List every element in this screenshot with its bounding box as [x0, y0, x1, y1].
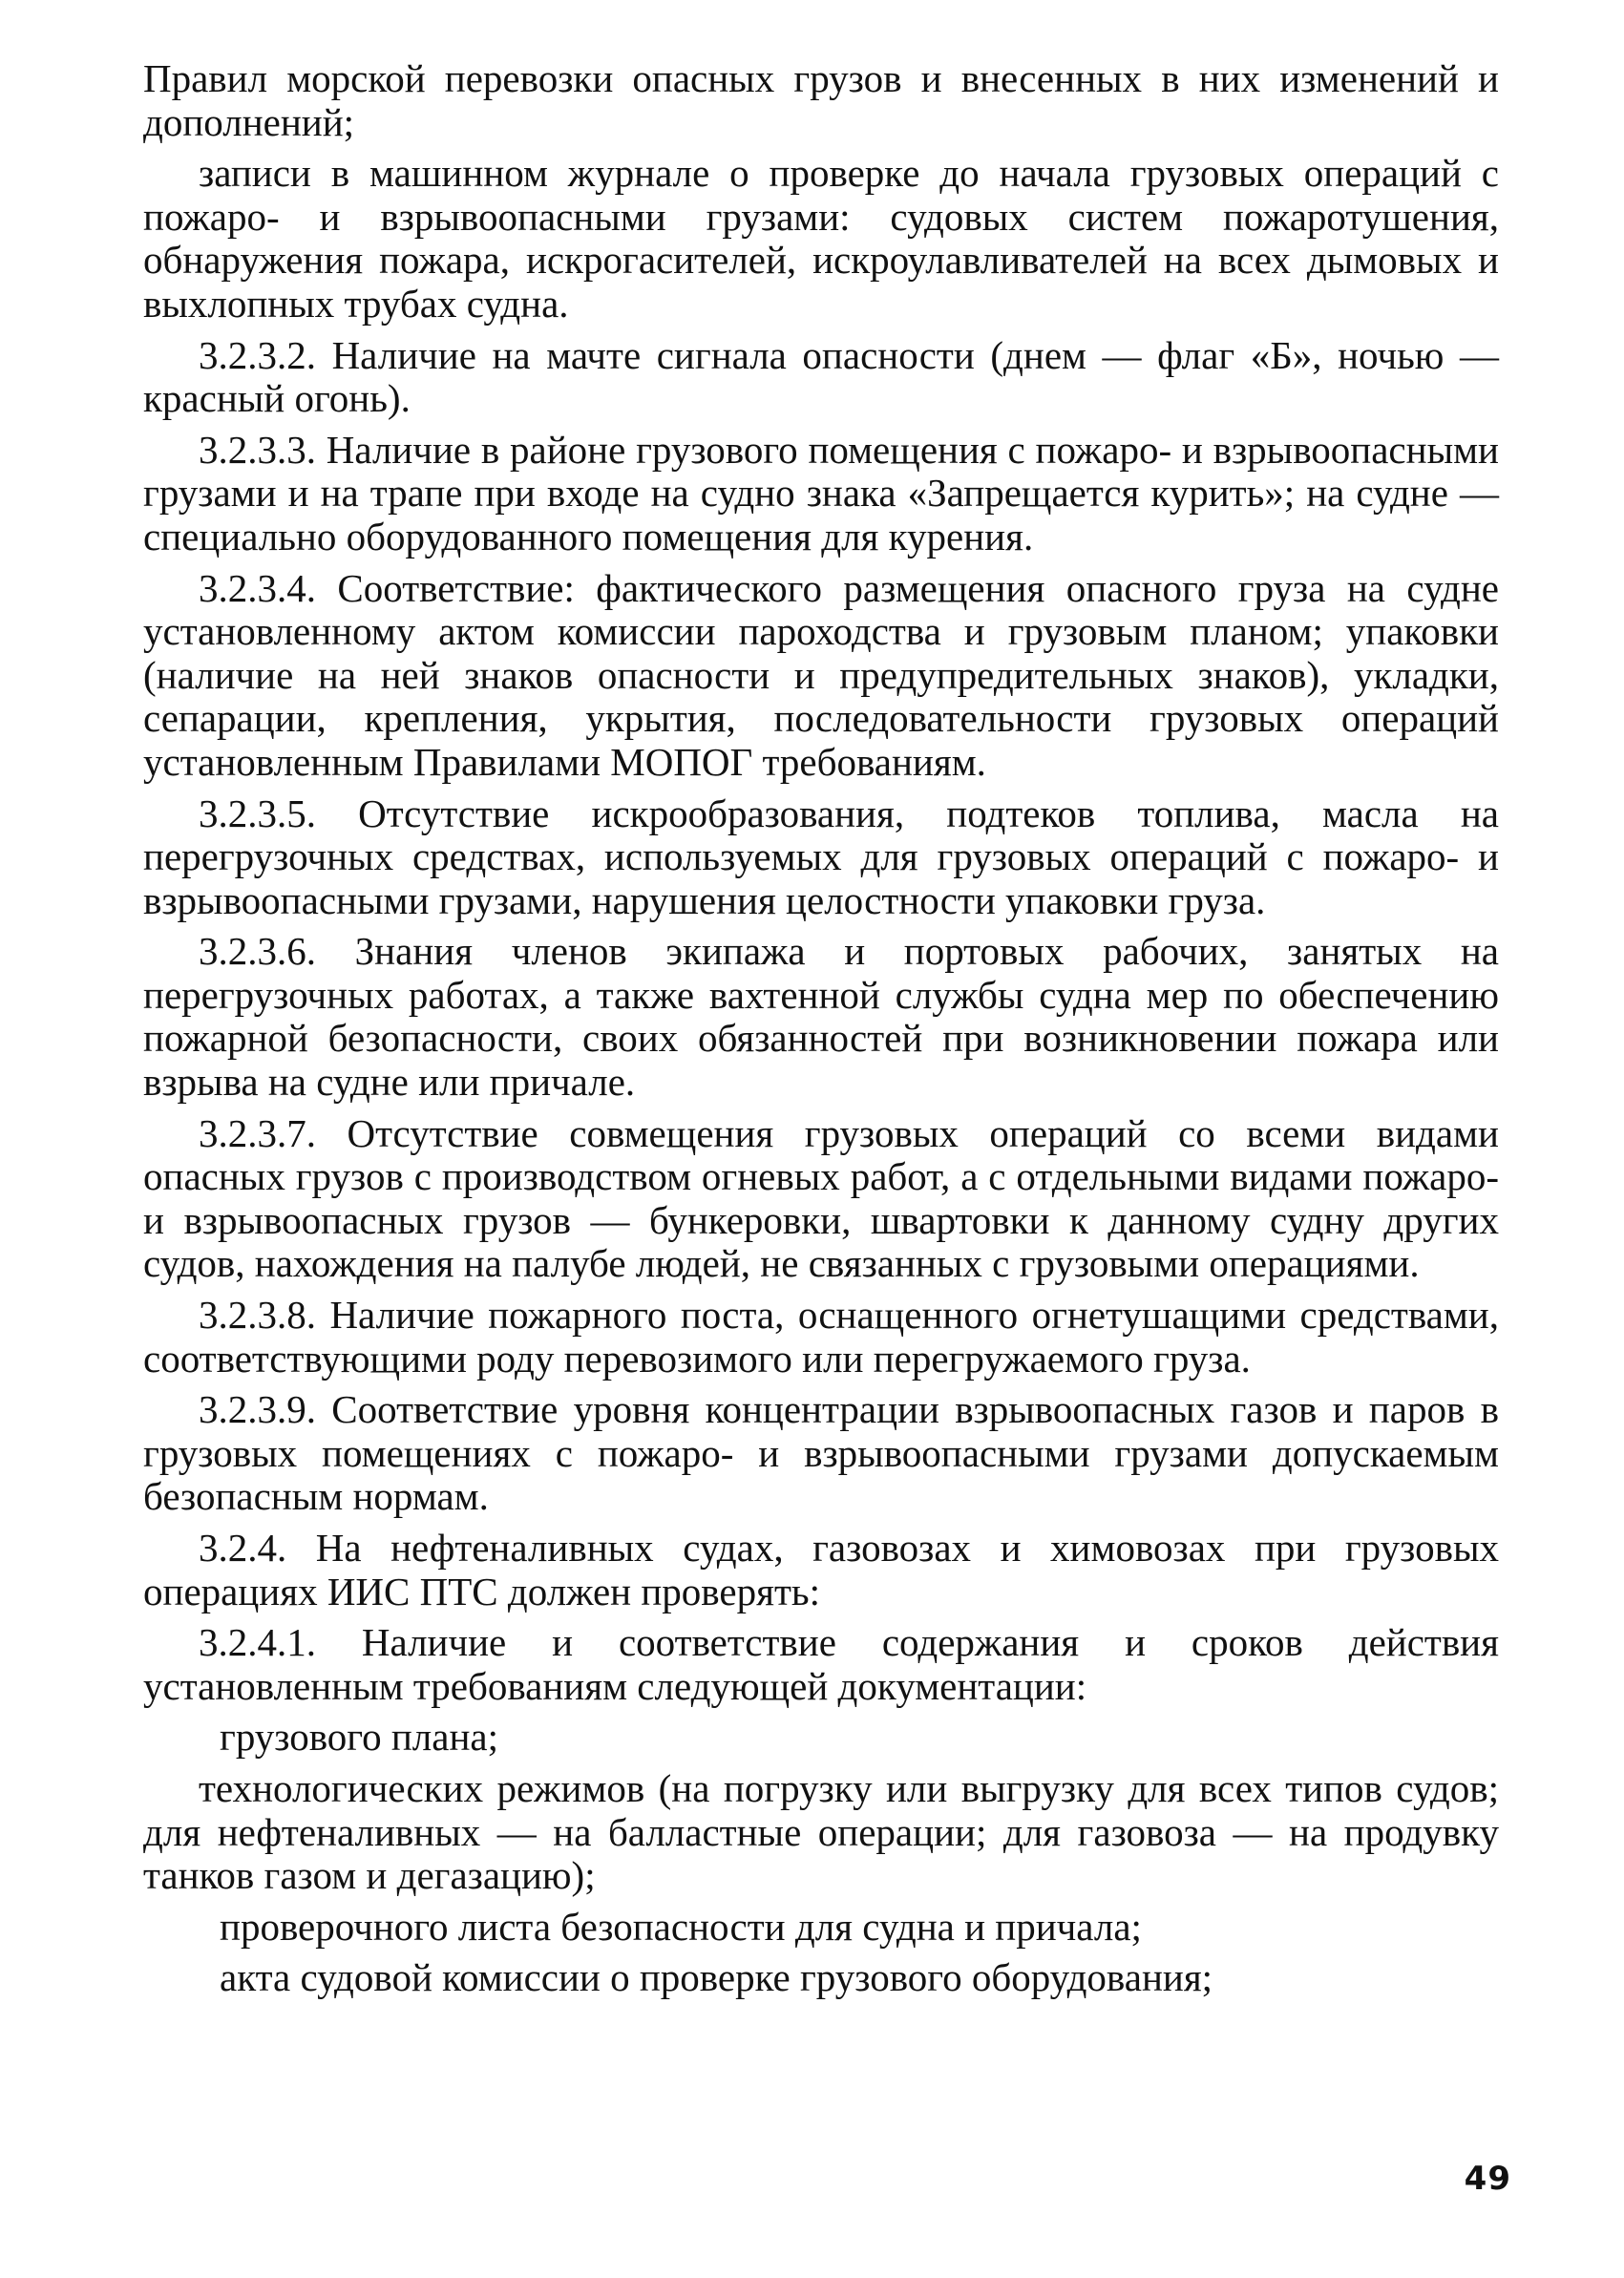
paragraph-3-2-3-8: 3.2.3.8. Наличие пожарного поста, оснащенного огнетушащими средствами, соответствующими роду перевозимого или перегружаемого груза.	[143, 1293, 1499, 1381]
paragraph-3-2-4: 3.2.4. На нефтеналивных судах, газовозах и химовозах при грузовых операциях ИИС ПТС должен проверять:	[143, 1526, 1499, 1614]
paragraph-3-2-3-2: 3.2.3.2. Наличие на мачте сигнала опасности (днем — флаг «Б», ночью — красный огонь).	[143, 332, 1499, 421]
paragraph-3-2-3-5: 3.2.3.5. Отсутствие искрообразования, подтеков топлива, масла на перегрузочных средствах, используемых для грузовых операций с пожаро- и взрывоопасными грузами, нарушения целостности упаковки груза.	[143, 791, 1499, 922]
paragraph-3-2-4-1: 3.2.4.1. Наличие и соответствие содержания и сроков действия установленным требованиям следующей документации:	[143, 1620, 1499, 1708]
list-item-cargo-plan: грузового плана;	[220, 1715, 498, 1760]
page-number: 49	[1464, 2160, 1511, 2198]
paragraph-3-2-3-4: 3.2.3.4. Соответствие: фактического размещения опасного груза на судне установленному актом комиссии пароходства и грузовым планом; упаковки (наличие на ней знаков опасности и предупредительных знаков), укладки, сепарации, крепления, укрытия, последовательности грузовых операций установленным Правилами МОПОГ требованиям.	[143, 565, 1499, 784]
paragraph-3-2-3-7: 3.2.3.7. Отсутствие совмещения грузовых операций со всеми видами опасных грузов с производством огневых работ, а с отдельными видами пожаро- и взрывоопасных грузов — бункеровки, швартовки к данному судну других судов, нахождения на палубе людей, не связанных с грузовыми операциями.	[143, 1110, 1499, 1286]
paragraph-engine-log: записи в машинном журнале о проверке до начала грузовых операций с пожаро- и взрывоопасными грузами: судовых систем пожаротушения, обнаружения пожара, искрогасителей, искроулавливателей на всех дымовых и выхлопных трубах судна.	[143, 151, 1499, 326]
paragraph-3-2-3-3: 3.2.3.3. Наличие в районе грузового помещения с пожаро- и взрывоопасными грузами и на трапе при входе на судно знака «Запрещается курить»; на судне — специально оборудованного помещения для курения.	[143, 427, 1499, 559]
paragraph-3-2-3-9: 3.2.3.9. Соответствие уровня концентрации взрывоопасных газов и паров в грузовых помещениях с пожаро- и взрывоопасными грузами допускаемым безопасным нормам.	[143, 1387, 1499, 1519]
list-item-technological-modes: технологических режимов (на погрузку или выгрузку для всех типов судов; для нефтеналивных — на балластные операции; для газовоза — на продувку танков газом и дегазацию);	[143, 1765, 1499, 1898]
paragraph-rules-continuation: Правил морской перевозки опасных грузов и внесенных в них изменений и дополнений;	[143, 56, 1499, 144]
list-item-safety-checklist: проверочного листа безопасности для судна и причала;	[220, 1904, 1142, 1949]
list-item-commission-act: акта судовой комиссии о проверке грузового оборудования;	[220, 1955, 1213, 2000]
page-body	[143, 57, 1499, 2205]
paragraph-3-2-3-6: 3.2.3.6. Знания членов экипажа и портовых рабочих, занятых на перегрузочных работах, а также вахтенной службы судна мер по обеспечению пожарной безопасности, своих обязанностей при возникновении пожара или взрыва на судне или причале.	[143, 929, 1499, 1105]
